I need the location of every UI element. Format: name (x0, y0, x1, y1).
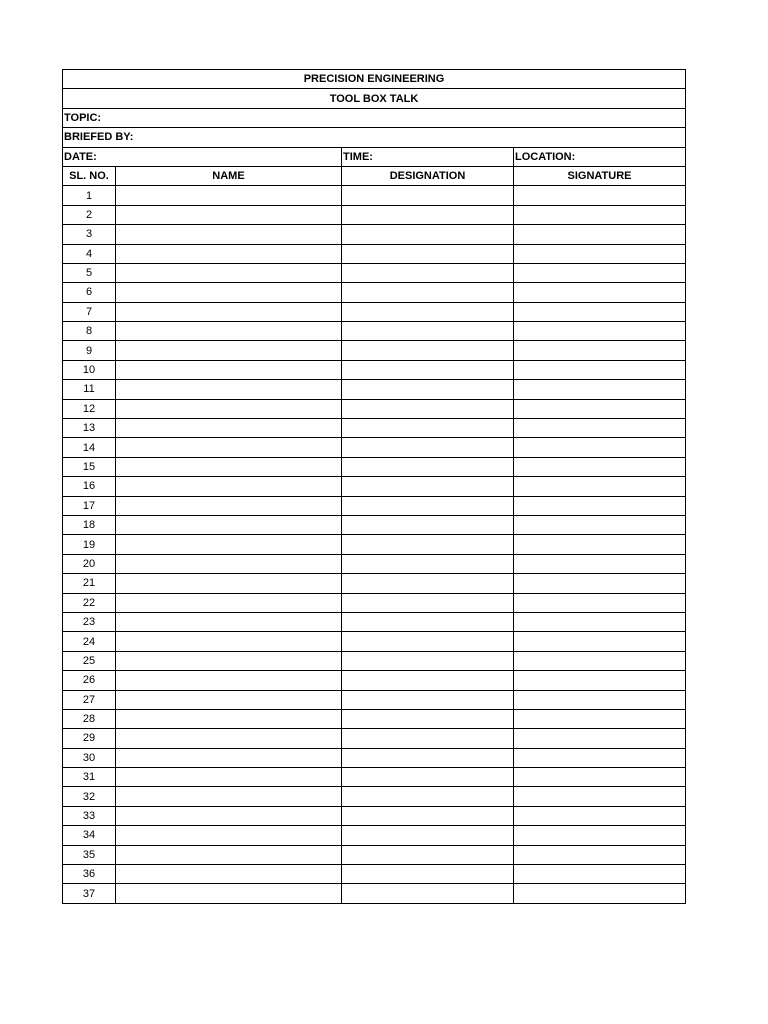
row-number: 21 (63, 574, 116, 593)
row-number: 9 (63, 341, 116, 360)
signature-cell[interactable] (514, 748, 686, 767)
designation-cell[interactable] (342, 283, 514, 302)
signature-cell[interactable] (514, 574, 686, 593)
table-row (63, 225, 686, 244)
row-number: 37 (63, 884, 116, 903)
table-row (63, 884, 686, 903)
name-cell[interactable] (116, 283, 342, 302)
signature-cell[interactable] (514, 690, 686, 709)
row-number: 2 (63, 205, 116, 224)
signature-cell[interactable] (514, 651, 686, 670)
name-cell[interactable] (116, 826, 342, 845)
name-cell[interactable] (116, 496, 342, 515)
signature-cell[interactable] (514, 593, 686, 612)
name-cell[interactable] (116, 244, 342, 263)
name-cell[interactable] (116, 263, 342, 282)
designation-cell[interactable] (342, 360, 514, 379)
designation-cell[interactable] (342, 496, 514, 515)
designation-cell[interactable] (342, 380, 514, 399)
name-cell[interactable] (116, 709, 342, 728)
signature-cell[interactable] (514, 419, 686, 438)
date-field[interactable]: DATE: (63, 147, 342, 166)
table-row (63, 515, 686, 534)
name-cell[interactable] (116, 787, 342, 806)
row-number: 10 (63, 360, 116, 379)
signature-cell[interactable] (514, 322, 686, 341)
name-cell[interactable] (116, 632, 342, 651)
name-cell[interactable] (116, 322, 342, 341)
designation-cell[interactable] (342, 244, 514, 263)
designation-cell[interactable] (342, 845, 514, 864)
time-field[interactable]: TIME: (342, 147, 514, 166)
designation-cell[interactable] (342, 477, 514, 496)
row-number: 29 (63, 729, 116, 748)
table-row (63, 709, 686, 728)
table-row (63, 205, 686, 224)
name-cell[interactable] (116, 399, 342, 418)
table-row (63, 865, 686, 884)
signature-cell[interactable] (514, 535, 686, 554)
table-row (63, 244, 686, 263)
row-number: 7 (63, 302, 116, 321)
company-row (63, 70, 686, 89)
row-number: 22 (63, 593, 116, 612)
row-number: 27 (63, 690, 116, 709)
row-number: 23 (63, 612, 116, 631)
signature-cell[interactable] (514, 263, 686, 282)
signature-cell[interactable] (514, 671, 686, 690)
name-cell[interactable] (116, 205, 342, 224)
row-number: 33 (63, 806, 116, 825)
title-row (63, 89, 686, 108)
designation-cell[interactable] (342, 535, 514, 554)
signature-cell[interactable] (514, 283, 686, 302)
designation-cell[interactable] (342, 787, 514, 806)
signature-cell[interactable] (514, 729, 686, 748)
designation-cell[interactable] (342, 457, 514, 476)
table-row (63, 651, 686, 670)
table-row (63, 302, 686, 321)
table-row (63, 283, 686, 302)
signature-cell[interactable] (514, 787, 686, 806)
signature-cell[interactable] (514, 380, 686, 399)
signature-cell[interactable] (514, 205, 686, 224)
name-cell[interactable] (116, 419, 342, 438)
table-row (63, 457, 686, 476)
name-cell[interactable] (116, 515, 342, 534)
name-cell[interactable] (116, 457, 342, 476)
name-cell[interactable] (116, 360, 342, 379)
signature-cell[interactable] (514, 515, 686, 534)
signature-cell[interactable] (514, 554, 686, 573)
name-cell[interactable] (116, 574, 342, 593)
signature-cell[interactable] (514, 612, 686, 631)
form-title: TOOL BOX TALK (63, 89, 686, 108)
designation-cell[interactable] (342, 554, 514, 573)
designation-cell[interactable] (342, 729, 514, 748)
designation-cell[interactable] (342, 399, 514, 418)
date-time-location-row (63, 147, 686, 166)
row-number: 19 (63, 535, 116, 554)
designation-cell[interactable] (342, 225, 514, 244)
table-row (63, 748, 686, 767)
designation-cell[interactable] (342, 593, 514, 612)
signature-cell[interactable] (514, 768, 686, 787)
name-cell[interactable] (116, 748, 342, 767)
table-row (63, 554, 686, 573)
designation-cell[interactable] (342, 205, 514, 224)
row-number: 36 (63, 865, 116, 884)
name-cell[interactable] (116, 671, 342, 690)
designation-cell[interactable] (342, 690, 514, 709)
signature-cell[interactable] (514, 244, 686, 263)
signature-cell[interactable] (514, 477, 686, 496)
name-cell[interactable] (116, 612, 342, 631)
row-number: 4 (63, 244, 116, 263)
name-cell[interactable] (116, 477, 342, 496)
name-cell[interactable] (116, 535, 342, 554)
table-row (63, 574, 686, 593)
name-cell[interactable] (116, 768, 342, 787)
table-row (63, 671, 686, 690)
row-number: 11 (63, 380, 116, 399)
signature-cell[interactable] (514, 360, 686, 379)
toolbox-talk-form (62, 69, 686, 904)
table-row (63, 806, 686, 825)
name-cell[interactable] (116, 438, 342, 457)
row-number: 16 (63, 477, 116, 496)
name-cell[interactable] (116, 845, 342, 864)
signature-cell[interactable] (514, 884, 686, 903)
column-header-designation: DESIGNATION (342, 166, 514, 185)
table-row (63, 186, 686, 205)
designation-cell[interactable] (342, 865, 514, 884)
table-row (63, 593, 686, 612)
column-header-name: NAME (116, 166, 342, 185)
row-number: 17 (63, 496, 116, 515)
table-row (63, 263, 686, 282)
signature-cell[interactable] (514, 865, 686, 884)
designation-cell[interactable] (342, 341, 514, 360)
table-row (63, 419, 686, 438)
designation-cell[interactable] (342, 263, 514, 282)
designation-cell[interactable] (342, 574, 514, 593)
row-number: 12 (63, 399, 116, 418)
name-cell[interactable] (116, 225, 342, 244)
table-row (63, 612, 686, 631)
name-cell[interactable] (116, 302, 342, 321)
table-row (63, 826, 686, 845)
briefed-by-row (63, 128, 686, 147)
column-header-row (63, 166, 686, 185)
column-header-sl-no: SL. NO. (63, 166, 116, 185)
designation-cell[interactable] (342, 302, 514, 321)
row-number: 8 (63, 322, 116, 341)
row-number: 35 (63, 845, 116, 864)
designation-cell[interactable] (342, 651, 514, 670)
table-row (63, 477, 686, 496)
row-number: 34 (63, 826, 116, 845)
designation-cell[interactable] (342, 806, 514, 825)
row-number: 13 (63, 419, 116, 438)
designation-cell[interactable] (342, 709, 514, 728)
row-number: 28 (63, 709, 116, 728)
row-number: 26 (63, 671, 116, 690)
signature-cell[interactable] (514, 457, 686, 476)
row-number: 20 (63, 554, 116, 573)
signature-cell[interactable] (514, 496, 686, 515)
table-row (63, 768, 686, 787)
signature-cell[interactable] (514, 826, 686, 845)
name-cell[interactable] (116, 380, 342, 399)
designation-cell[interactable] (342, 186, 514, 205)
name-cell[interactable] (116, 729, 342, 748)
table-row (63, 496, 686, 515)
row-number: 30 (63, 748, 116, 767)
designation-cell[interactable] (342, 768, 514, 787)
name-cell[interactable] (116, 341, 342, 360)
name-cell[interactable] (116, 554, 342, 573)
table-row (63, 535, 686, 554)
column-header-signature: SIGNATURE (514, 166, 686, 185)
company-name: PRECISION ENGINEERING (63, 70, 686, 89)
row-number: 32 (63, 787, 116, 806)
table-row (63, 341, 686, 360)
table-row (63, 438, 686, 457)
designation-cell[interactable] (342, 322, 514, 341)
signature-cell[interactable] (514, 709, 686, 728)
signature-cell[interactable] (514, 186, 686, 205)
designation-cell[interactable] (342, 438, 514, 457)
row-number: 25 (63, 651, 116, 670)
row-number: 5 (63, 263, 116, 282)
signature-cell[interactable] (514, 225, 686, 244)
briefed-by-field[interactable]: BRIEFED BY: (63, 128, 686, 147)
signature-cell[interactable] (514, 632, 686, 651)
designation-cell[interactable] (342, 515, 514, 534)
topic-field[interactable]: TOPIC: (63, 108, 686, 127)
row-number: 18 (63, 515, 116, 534)
designation-cell[interactable] (342, 612, 514, 631)
signature-cell[interactable] (514, 341, 686, 360)
name-cell[interactable] (116, 884, 342, 903)
table-row (63, 845, 686, 864)
signature-cell[interactable] (514, 438, 686, 457)
table-row (63, 787, 686, 806)
designation-cell[interactable] (342, 632, 514, 651)
designation-cell[interactable] (342, 826, 514, 845)
table-row (63, 360, 686, 379)
name-cell[interactable] (116, 806, 342, 825)
row-number: 14 (63, 438, 116, 457)
row-number: 31 (63, 768, 116, 787)
designation-cell[interactable] (342, 884, 514, 903)
row-number: 24 (63, 632, 116, 651)
signature-cell[interactable] (514, 399, 686, 418)
table-row (63, 690, 686, 709)
table-row (63, 632, 686, 651)
signature-cell[interactable] (514, 806, 686, 825)
designation-cell[interactable] (342, 419, 514, 438)
name-cell[interactable] (116, 593, 342, 612)
table-row (63, 729, 686, 748)
signature-cell[interactable] (514, 845, 686, 864)
name-cell[interactable] (116, 651, 342, 670)
row-number: 1 (63, 186, 116, 205)
row-number: 15 (63, 457, 116, 476)
table-row (63, 399, 686, 418)
name-cell[interactable] (116, 186, 342, 205)
row-number: 6 (63, 283, 116, 302)
topic-row (63, 108, 686, 127)
signature-cell[interactable] (514, 302, 686, 321)
name-cell[interactable] (116, 690, 342, 709)
location-field[interactable]: LOCATION: (514, 147, 686, 166)
designation-cell[interactable] (342, 748, 514, 767)
name-cell[interactable] (116, 865, 342, 884)
table-row (63, 322, 686, 341)
designation-cell[interactable] (342, 671, 514, 690)
table-row (63, 380, 686, 399)
row-number: 3 (63, 225, 116, 244)
